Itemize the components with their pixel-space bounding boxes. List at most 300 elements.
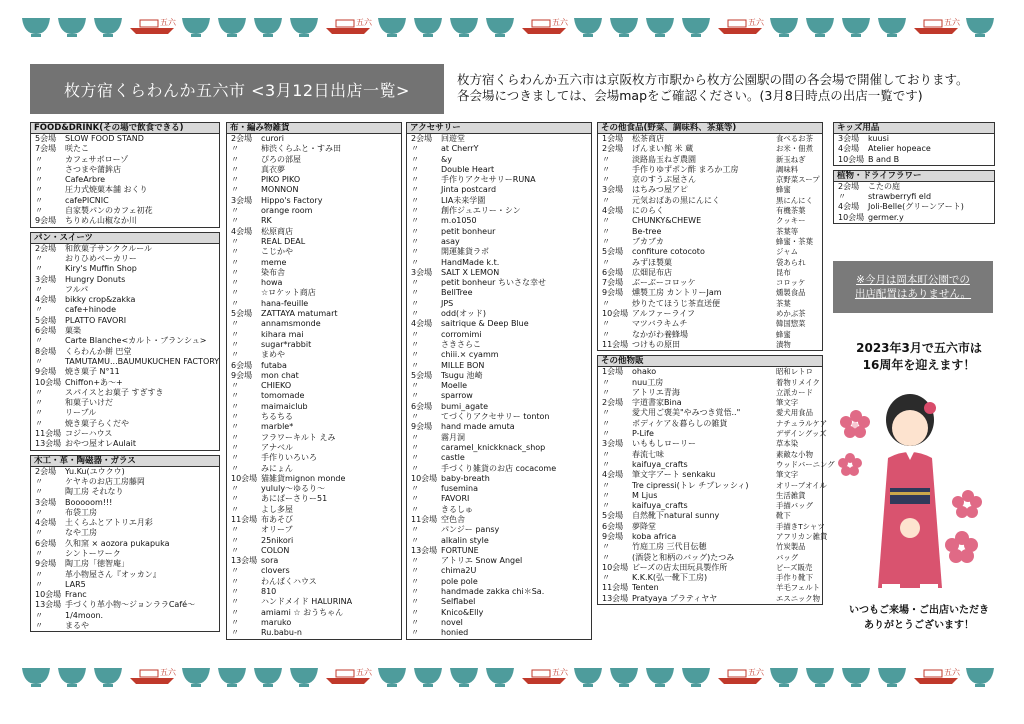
- category-section: [30, 122, 220, 228]
- vendor-name: アトリエ Snow Angel: [441, 556, 523, 566]
- bowl-icon: [842, 668, 870, 687]
- bowl-icon: [378, 668, 406, 687]
- vendor-row: [598, 165, 822, 175]
- venue-label: 〃: [411, 278, 419, 288]
- category-section: [30, 232, 220, 451]
- vendor-row: [31, 357, 219, 367]
- bowl-icon: [646, 668, 674, 687]
- vendor-name: 焼き菓子 N°11: [65, 367, 120, 377]
- vendor-row: [598, 583, 822, 593]
- vendor-row: [227, 433, 401, 443]
- vendor-name: BellTree: [441, 288, 473, 298]
- vendor-name: 手作りいろいろ: [261, 453, 317, 463]
- vendor-name: 布あそび: [261, 514, 293, 524]
- vendor-name: こたの庭: [868, 181, 900, 191]
- vendor-category: ウッドバーニング: [776, 459, 835, 469]
- vendor-category: ビーズ販売: [776, 562, 813, 572]
- vendor-category: 手描きTシャツ: [776, 521, 825, 531]
- vendor-category: ジャム: [776, 247, 799, 257]
- vendor-category: お米・佃煮: [776, 144, 813, 154]
- vendor-name: yululy〜ゆるり〜: [261, 484, 326, 494]
- boat-icon: [522, 17, 569, 34]
- venue-label: 〃: [411, 195, 419, 205]
- venue-label: 〃: [411, 525, 419, 535]
- venue-label: 9会場: [602, 531, 624, 541]
- venue-label: 〃: [231, 144, 239, 154]
- vendor-name: 久和窯 × aozora pukapuka: [65, 538, 170, 548]
- vendor-row: [227, 309, 401, 319]
- category-header: キッズ用品: [834, 123, 994, 134]
- venue-label: 〃: [231, 463, 239, 473]
- vendor-name: kaifuya_crafts: [632, 459, 688, 469]
- vendor-row: [227, 474, 401, 484]
- venue-label: 4会場: [35, 518, 57, 528]
- anniversary-message: [833, 340, 1005, 374]
- bowl-icon: [770, 668, 798, 687]
- vendor-name: chima2U: [441, 566, 477, 576]
- venue-label: 〃: [411, 288, 419, 298]
- vendor-name: 淡路島玉ねぎ農園: [632, 154, 696, 164]
- venue-label: 5会場: [602, 247, 624, 257]
- venue-label: 〃: [411, 164, 419, 174]
- vendor-name: saitrique & Deep Blue: [441, 319, 529, 329]
- bowl-icon: [646, 18, 674, 37]
- vendor-name: alkalin style: [441, 535, 489, 545]
- bowl-icon: [94, 668, 122, 687]
- venue-label: 〃: [35, 548, 43, 558]
- notice-line-1: ※今月は岡本町公園での: [856, 274, 970, 286]
- venue-label: 〃: [231, 628, 239, 638]
- sakura-flower-icon: [945, 531, 978, 563]
- vendor-name: 自家製パンのカフェ初花: [65, 206, 153, 216]
- vendor-category: 素敵な小物: [776, 449, 813, 459]
- vendor-category: 茶葉: [776, 298, 791, 308]
- venue-label: 〃: [411, 628, 419, 638]
- thanks-message: [833, 603, 1005, 633]
- category-section: [226, 122, 402, 640]
- venue-label: 〃: [411, 329, 419, 339]
- vendor-row: [598, 378, 822, 388]
- venue-label: 10会場: [602, 562, 629, 572]
- vendor-name: orange room: [261, 206, 313, 216]
- vendor-name: 広畑昆布店: [632, 267, 672, 277]
- venue-label: 〃: [35, 569, 43, 579]
- vendor-row: [31, 216, 219, 226]
- venue-label: 〃: [411, 298, 419, 308]
- bowl-icon: [254, 668, 282, 687]
- venue-label: 10会場: [35, 377, 62, 387]
- vendor-row: [31, 590, 219, 600]
- venue-label: 〃: [602, 573, 610, 583]
- venue-label: 〃: [411, 216, 419, 226]
- vendor-name: きるしゅ: [441, 504, 473, 514]
- vendor-name: hana-feuille: [261, 298, 309, 308]
- venue-label: 〃: [602, 449, 610, 459]
- bowl-icon: [806, 668, 834, 687]
- venue-label: 7会場: [35, 144, 57, 154]
- vendor-name: 創作ジュエリー・シン: [441, 206, 521, 216]
- category-header: パン・スイーツ: [31, 233, 219, 244]
- venue-label: 〃: [411, 597, 419, 607]
- vendor-row: [227, 402, 401, 412]
- vendor-row: [31, 611, 219, 621]
- venue-label: 11会場: [602, 583, 629, 593]
- vendor-row: [598, 330, 822, 340]
- vendor-name: 陶工房「徳智庵」: [65, 559, 129, 569]
- venue-label: 6会場: [411, 401, 433, 411]
- venue-label: 〃: [35, 336, 43, 346]
- venue-label: 〃: [411, 144, 419, 154]
- venue-label: 〃: [231, 298, 239, 308]
- venue-label: 13会場: [602, 593, 629, 603]
- vendor-row: [227, 484, 401, 494]
- vendor-name: 布袋工房: [65, 507, 97, 517]
- venue-label: 〃: [35, 528, 43, 538]
- vendor-name: ぶーぶーコロッケ: [632, 278, 696, 288]
- venue-label: 5会場: [35, 315, 57, 325]
- category-section: [30, 455, 220, 633]
- vendor-name: at CherrY: [441, 144, 479, 154]
- venue-label: 〃: [231, 453, 239, 463]
- vendor-name: corromimi: [441, 329, 482, 339]
- vendor-row: [598, 268, 822, 278]
- vendor-name: フラワーキルト えみ: [261, 432, 336, 442]
- venue-label: 〃: [602, 429, 610, 439]
- vendor-category: 食べるお茶: [776, 134, 813, 143]
- vendor-row: [227, 278, 401, 288]
- venue-label: 3会場: [602, 185, 624, 195]
- vendor-row: [598, 563, 822, 573]
- vendor-row: [598, 408, 822, 418]
- vendor-row: [31, 528, 219, 538]
- venue-label: 〃: [231, 545, 239, 555]
- vendor-row: [598, 398, 822, 408]
- vendor-category: オリーブオイル: [776, 480, 827, 490]
- vendor-category: 黒にんにく: [776, 195, 813, 205]
- vendor-name: bumi_agate: [441, 401, 489, 411]
- vendor-row: [407, 216, 591, 226]
- bowl-icon: [450, 18, 478, 37]
- vendor-name: ちるちる: [261, 412, 293, 422]
- vendor-name: カフェサボローゾ: [65, 154, 129, 164]
- vendor-row: [31, 600, 219, 610]
- vendor-row: [407, 505, 591, 515]
- vendor-name: Double Heart: [441, 164, 495, 174]
- vendor-row: [227, 196, 401, 206]
- bowl-icon: [290, 18, 318, 37]
- vendor-row: [31, 477, 219, 487]
- venue-label: 4会場: [838, 144, 860, 154]
- vendor-row: [407, 237, 591, 247]
- vendor-category: 昭和レトロ: [776, 367, 813, 377]
- vendor-row: [598, 439, 822, 449]
- vendor-row: [407, 597, 591, 607]
- vendor-name: みにょん: [261, 463, 293, 473]
- vendor-row: [407, 340, 591, 350]
- venue-label: 〃: [231, 525, 239, 535]
- venue-label: 〃: [411, 226, 419, 236]
- venue-label: 〃: [35, 621, 43, 631]
- vendor-name: honied: [441, 628, 469, 638]
- venue-label: 〃: [231, 442, 239, 452]
- vendor-name: futaba: [261, 360, 287, 370]
- intro-text: [457, 72, 1017, 104]
- vendor-name: 革小物屋さん『オッカン』: [65, 569, 161, 579]
- venue-label: 〃: [35, 398, 43, 408]
- bowl-icon: [610, 18, 638, 37]
- venue-label: 2会場: [411, 134, 433, 143]
- venue-label: 〃: [411, 154, 419, 164]
- vendor-category: デザイングッズ: [776, 429, 827, 439]
- venue-label: 〃: [602, 164, 610, 174]
- venue-label: 〃: [231, 576, 239, 586]
- venue-label: 7会場: [602, 278, 624, 288]
- vendor-name: 和菓子いけだ: [65, 398, 113, 408]
- vendor-row: [598, 185, 822, 195]
- vendor-name: ☆ロケット商店: [261, 288, 316, 298]
- vendor-row: [227, 330, 401, 340]
- venue-label: 〃: [231, 206, 239, 216]
- boat-icon: [718, 17, 765, 34]
- vendor-row: [598, 155, 822, 165]
- vendor-name: (酒袋と和柄のバッグ)たつみ: [632, 552, 735, 562]
- venue-label: 〃: [411, 556, 419, 566]
- bowl-pattern-bottom: [18, 662, 1006, 690]
- vendor-name: TAMUTAMU...BAUMUKUCHEN FACTORY: [65, 356, 220, 366]
- venue-label: 4会場: [35, 295, 57, 305]
- venue-label: 〃: [231, 350, 239, 360]
- band-boat-label: 五六: [552, 18, 568, 27]
- bowl-icon: [22, 668, 50, 687]
- vendor-name: castle: [441, 453, 465, 463]
- venue-label: 9会場: [35, 559, 57, 569]
- vendor-row: [227, 536, 401, 546]
- vendor-name: B and B: [868, 154, 900, 164]
- vendor-name: odd(オッド): [441, 309, 487, 319]
- vendor-name: 松茶商店: [632, 134, 664, 143]
- vendor-row: [31, 408, 219, 418]
- vendor-row: [31, 621, 219, 631]
- venue-label: 〃: [231, 381, 239, 391]
- vendor-name: RK: [261, 216, 272, 226]
- vendor-row: [31, 429, 219, 439]
- vendor-row: [227, 412, 401, 422]
- vendor-name: clovers: [261, 566, 290, 576]
- vendor-row: [227, 350, 401, 360]
- vendor-row: [227, 587, 401, 597]
- boat-icon: [718, 667, 765, 684]
- venue-label: 〃: [602, 418, 610, 428]
- venue-label: 〃: [231, 154, 239, 164]
- vendor-name: MILLE BON: [441, 360, 485, 370]
- venue-label: 〃: [35, 264, 43, 274]
- vendor-category: 茶葉等: [776, 226, 799, 236]
- vendor-name: CHIEKO: [261, 381, 292, 391]
- vendor-row: [407, 464, 591, 474]
- vendor-name: Hippo's Factory: [261, 195, 323, 205]
- vendor-row: [598, 491, 822, 501]
- vendor-row: [227, 340, 401, 350]
- vendor-row: [31, 165, 219, 175]
- vendor-name: Tenten: [632, 583, 659, 593]
- vendor-row: [407, 309, 591, 319]
- vendor-name: 焼き菓子らくだや: [65, 418, 129, 428]
- vendor-row: [31, 559, 219, 569]
- venue-label: 〃: [411, 391, 419, 401]
- venue-label: 〃: [411, 494, 419, 504]
- vendor-name: 1/4moon.: [65, 610, 104, 620]
- vendor-name: シントーワーク: [65, 548, 121, 558]
- bowl-icon: [450, 668, 478, 687]
- vendor-row: [598, 196, 822, 206]
- vendor-row: [598, 319, 822, 329]
- vendor-name: ohako: [632, 367, 657, 377]
- vendor-name: てづくりアクセサリー tonton: [441, 412, 550, 422]
- vendor-name: amiami ☆ おうちゃん: [261, 607, 344, 617]
- venue-label: 〃: [231, 617, 239, 627]
- venue-label: 〃: [35, 408, 43, 418]
- vendor-row: [227, 134, 401, 144]
- venue-label: 〃: [35, 206, 43, 216]
- venue-label: 〃: [602, 154, 610, 164]
- vendor-row: [31, 244, 219, 254]
- vendor-category: 手作り靴下: [776, 573, 813, 583]
- venue-label: 〃: [411, 535, 419, 545]
- vendor-row: [598, 309, 822, 319]
- vendor-name: Knico&Elly: [441, 607, 484, 617]
- vendor-row: [407, 268, 591, 278]
- vendor-category: 漬物: [776, 339, 791, 349]
- vendor-name: bikky crop&zakka: [65, 295, 136, 305]
- vendor-row: [407, 175, 591, 185]
- vendor-row: [227, 628, 401, 638]
- vendor-name: sparrow: [441, 391, 473, 401]
- venue-label: 9会場: [35, 216, 57, 226]
- vendor-name: FAVORI: [441, 494, 470, 504]
- venue-label: 10会場: [602, 309, 629, 319]
- vendor-name: 松原商店: [261, 226, 293, 236]
- vendor-row: [834, 182, 994, 192]
- band-boat-label: 五六: [944, 18, 960, 27]
- venue-label: 11会場: [35, 429, 62, 439]
- vendor-name: mon chat: [261, 370, 299, 380]
- vendor-row: [598, 278, 822, 288]
- venue-label: 〃: [411, 339, 419, 349]
- bowl-icon: [486, 668, 514, 687]
- vendor-name: Moelle: [441, 381, 468, 391]
- vendor-name: ブカブカ: [632, 236, 664, 246]
- vendor-row: [31, 144, 219, 154]
- vendor-name: nuu工房: [632, 377, 664, 387]
- venue-label: 〃: [35, 185, 43, 195]
- bowl-icon: [486, 18, 514, 37]
- notice-box: [833, 261, 993, 313]
- vendor-name: Kiry's Muffin Shop: [65, 264, 137, 274]
- vendor-name: Ru.babu-n: [261, 628, 302, 638]
- venue-label: 3会場: [411, 267, 433, 277]
- bowl-icon: [182, 668, 210, 687]
- venue-label: 〃: [231, 236, 239, 246]
- vendor-row: [598, 227, 822, 237]
- venue-label: 8会場: [35, 346, 57, 356]
- vendor-row: [407, 587, 591, 597]
- vendor-row: [407, 381, 591, 391]
- band-boat-label: 五六: [160, 18, 176, 27]
- bowl-icon: [610, 668, 638, 687]
- category-header: その他物販: [598, 356, 822, 367]
- vendor-name: いももしローリー: [632, 439, 696, 449]
- bowl-icon: [218, 18, 246, 37]
- vendor-row: [227, 227, 401, 237]
- vendor-name: 春流七味: [632, 449, 664, 459]
- vendor-name: confiture cotocoto: [632, 247, 705, 257]
- bowl-icon: [682, 668, 710, 687]
- venue-label: 2会場: [838, 181, 860, 191]
- vendor-row: [31, 347, 219, 357]
- venue-label: 〃: [231, 432, 239, 442]
- vendor-name: ハンドメイド HALURINA: [261, 597, 353, 607]
- vendor-row: [407, 361, 591, 371]
- bowl-icon: [414, 18, 442, 37]
- vendor-row: [227, 453, 401, 463]
- vendor-name: 圧力式焼菓本舗 おくり: [65, 185, 148, 195]
- vendor-name: 回遊堂: [441, 134, 465, 143]
- vendor-name: さきさらこ: [441, 339, 481, 349]
- venue-label: 11会場: [602, 339, 629, 349]
- vendor-name: marble*: [261, 422, 294, 432]
- vendor-category: 有機茶葉: [776, 206, 806, 216]
- vendor-row: [407, 412, 591, 422]
- vendor-row: [407, 247, 591, 257]
- venue-label: 13会場: [35, 439, 62, 449]
- vendor-name: 霧月洞: [441, 432, 465, 442]
- vendor-name: 手作りゆずポン酢 まろか工房: [632, 164, 739, 174]
- vendor-name: hand made amuta: [441, 422, 515, 432]
- vendor-category: 靴下: [776, 511, 791, 521]
- vendor-name: howa: [261, 278, 283, 288]
- venue-label: 〃: [231, 288, 239, 298]
- venue-label: 10会場: [35, 590, 62, 600]
- vendor-name: おやつ屋オレAulait: [65, 439, 137, 449]
- venue-label: 2会場: [35, 243, 57, 253]
- vendor-row: [227, 515, 401, 525]
- venue-label: 〃: [411, 432, 419, 442]
- vendor-name: caramel_knickknack_shop: [441, 442, 546, 452]
- vendor-row: [407, 536, 591, 546]
- vendor-name: ビーズの店太田玩具製作所: [632, 562, 728, 572]
- top-decorative-band: [18, 12, 1006, 40]
- vendor-name: さつまや蒲鉾店: [65, 164, 121, 174]
- vendor-row: [598, 388, 822, 398]
- vendor-row: [227, 525, 401, 535]
- vendor-name: 25nikori: [261, 535, 294, 545]
- venue-label: 〃: [411, 576, 419, 586]
- vendor-row: [31, 295, 219, 305]
- vendor-name: げんまい館 米 蔵: [632, 144, 694, 154]
- bowl-icon: [966, 18, 994, 37]
- vendor-row: [227, 464, 401, 474]
- vendor-name: Tre cipressi(トレ チプレッシィ): [632, 480, 749, 490]
- vendor-name: FORTUNE: [441, 545, 479, 555]
- vendor-name: ちりめん山椒なか川: [65, 216, 137, 226]
- vendor-row: [598, 429, 827, 439]
- vendor-name: アナベル: [261, 442, 293, 452]
- venue-label: 4会場: [602, 206, 624, 216]
- vendor-category: めかぶ茶: [776, 309, 806, 319]
- vendor-name: annamsmonde: [261, 319, 321, 329]
- venue-label: 10会場: [231, 473, 258, 483]
- vendor-name: germer.y: [868, 212, 904, 222]
